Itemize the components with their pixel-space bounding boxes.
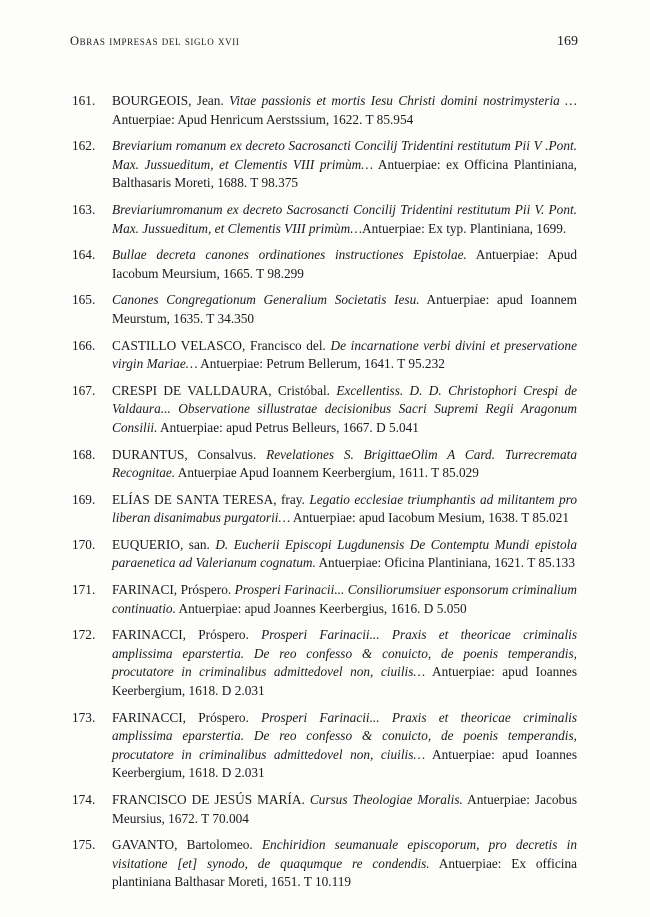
- entry-text: [112, 246, 577, 283]
- entry-imprint: Antuerpiae Apud Ioannem Keerbergium, 1611. T 85.029: [175, 465, 479, 481]
- bibliography-entry: [72, 709, 577, 783]
- bibliography-entry: [72, 246, 577, 283]
- entry-text: [112, 382, 577, 438]
- entry-author: BOURGEOIS, Jean.: [112, 93, 230, 108]
- entry-author: CASTILLO VELASCO, Francisco del.: [112, 337, 331, 353]
- entry-number: 174.: [72, 792, 96, 807]
- entry-author: FARINACCI, Próspero.: [112, 709, 262, 725]
- entry-title: Prosperi Farinacii... Praxis et theoricae criminalis amplissima eparstertia. De reo confesso & conuicto, de poenis temperandis, procutatore in criminalibus admittedovel non, ciuilis…: [112, 709, 578, 762]
- bibliography-entry: [72, 626, 577, 700]
- bibliography-entry: [72, 137, 577, 193]
- entry-imprint: Antuerpiae: apud Ioannes Keerbergium, 1618. D 2.031: [112, 664, 577, 699]
- entry-title: Bullae decreta canones ordinationes instructiones Epistolae.: [112, 247, 467, 263]
- entry-author: FARINACCI, Próspero.: [112, 627, 262, 643]
- entry-number: 164.: [72, 247, 96, 263]
- entry-title: Breviarium romanum ex decreto Sacrosancti Concilij Tridentini restitutum Pii V .Pont. Max. Jussueditum, et Clementis VIII primùm…: [112, 138, 577, 172]
- entry-title: D. Eucherii Episcopi Lugdunensis De Contemptu Mundi epistola paraenetica ad Valerianum cognatum.: [112, 536, 577, 571]
- bibliography-entry: [72, 581, 577, 618]
- entry-author: EUQUERIO, san.: [112, 536, 216, 552]
- entry-title: Vitae passionis et mortis Iesu Christi domini nostrimysteria …: [229, 93, 577, 108]
- entry-imprint: Antuerpiae: Petrum Bellerum, 1641. T 95.232: [197, 356, 445, 372]
- bibliography-entry: [72, 791, 577, 828]
- entry-number: 163.: [72, 201, 96, 217]
- bibliography-entry: [72, 92, 577, 129]
- entry-imprint: Antuerpiae: apud Petrus Belleurs, 1667. D 5.041: [157, 419, 419, 435]
- entry-imprint: Antuerpiae: Ex officina plantiniana Balthasar Moreti, 1651. T 10.119: [112, 855, 577, 890]
- entry-author: DURANTUS, Consalvus.: [112, 446, 267, 462]
- entry-number: 170.: [72, 536, 96, 552]
- entry-number: 169.: [72, 491, 96, 507]
- bibliography-entry: [72, 491, 577, 528]
- entry-title: Prosperi Farinacii... Praxis et theoricae criminalis amplissima eparstertia. De reo confesso & conuicto, de poenis temperandis, procutatore in criminalibus admittedovel non, ciuilis…: [112, 627, 578, 680]
- entry-title: Legatio ecclesiae triumphantis ad militantem pro liberan disanimabus purgatorii…: [112, 491, 577, 526]
- entry-text: [112, 709, 577, 783]
- entry-number: 175.: [72, 837, 96, 853]
- entry-imprint: Antuerpiae: apud Joannes Keerbergius, 1616. D 5.050: [175, 600, 467, 616]
- entry-number: 166.: [72, 337, 96, 353]
- bibliography-entry: [72, 446, 577, 483]
- entry-title: Canones Congregationum Generalium Societatis Iesu.: [112, 292, 420, 308]
- entry-text: [112, 291, 577, 328]
- entry-title: Enchiridion seumanuale episcoporum, pro decretis in visitatione [et] synodo, de quaqumque re condendis.: [112, 837, 577, 871]
- entry-text: [112, 491, 577, 528]
- bibliography-entry: [72, 291, 577, 328]
- entry-imprint: Antuerpiae: Apud Iacobum Meursium, 1665. T 98.299: [112, 247, 577, 281]
- bibliography-entry: [72, 337, 577, 374]
- entry-title: Breviariumromanum ex decreto Sacrosancti Concilij Tridentini restitutum Pii V. Pont. Max. Jussueditum, et Clementis VIII primùm…: [112, 201, 577, 236]
- bibliography-entry: [72, 836, 577, 892]
- entry-imprint: Antuerpiae: apud Ioannes Keerbergium, 1618. D 2.031: [112, 746, 577, 781]
- entry-number: 167.: [72, 382, 96, 398]
- entry-imprint: Antuerpiae: Ex typ. Plantiniana, 1699.: [362, 220, 567, 236]
- entry-number: 165.: [72, 292, 96, 308]
- entry-text: [112, 836, 577, 892]
- entry-number: 173.: [72, 709, 96, 725]
- entry-author: FARINACI, Próspero.: [112, 582, 235, 598]
- bibliography-entry: [72, 536, 577, 573]
- entry-imprint: Antuerpiae: apud Iacobum Mesium, 1638. T 85.021: [290, 510, 569, 526]
- entry-author: FRANCISCO DE JESÚS MARÍA.: [112, 792, 310, 807]
- entry-imprint: Antuerpiae: Jacobus Meursius, 1672. T 70.004: [112, 792, 578, 826]
- entry-author: ELÍAS DE SANTA TERESA, fray.: [112, 491, 310, 507]
- entry-title: Revelationes S. BrigittaeOlim A Card. Turrecremata Recognitae.: [112, 446, 577, 481]
- entry-text: [112, 581, 577, 618]
- entry-number: 168.: [72, 446, 96, 462]
- entry-title: Excellentiss. D. D. Christophori Crespi de Valdaura... Observatione sillustratae decisionibus Sacri Supremi Regii Aragonum Consilii.: [112, 382, 577, 435]
- page-header: [70, 34, 578, 50]
- page-number: 169: [557, 34, 578, 49]
- entry-number: 161.: [72, 93, 96, 108]
- entry-title: De incarnatione verbi divini et preservatione virgin Mariae…: [112, 337, 577, 372]
- entry-text: [112, 201, 577, 238]
- entry-number: 171.: [72, 582, 96, 598]
- entry-text: [112, 92, 577, 129]
- bibliography-entry: [72, 201, 577, 238]
- entry-imprint: Antuerpiae: ex Officina Plantiniana, Balthasaris Moreti, 1688. T 98.375: [112, 156, 577, 191]
- entry-imprint: Antuerpiae: Oficina Plantiniana, 1621. T 85.133: [315, 555, 575, 571]
- entry-number: 172.: [72, 627, 96, 643]
- entry-title: Cursus Theologiae Moralis.: [309, 792, 463, 807]
- entry-text: [112, 446, 577, 483]
- entry-author: GAVANTO, Bartolomeo.: [112, 837, 262, 853]
- entry-imprint: Antuerpiae: apud Ioannem Meurstum, 1635. T 34.350: [112, 292, 577, 326]
- running-title: Obras impresas del siglo xvii: [70, 34, 240, 48]
- bibliography-entry: [72, 382, 577, 438]
- entry-text: [112, 536, 577, 573]
- bibliography-list: [72, 92, 577, 900]
- entry-text: [112, 626, 577, 700]
- entry-text: [112, 791, 577, 828]
- entry-imprint: Antuerpiae: Apud Henricum Aerstssium, 1622. T 85.954: [112, 111, 414, 127]
- entry-author: CRESPI DE VALLDAURA, Cristóbal.: [112, 382, 337, 398]
- entry-number: 162.: [72, 138, 96, 154]
- entry-text: [112, 337, 577, 374]
- entry-text: [112, 137, 577, 193]
- entry-title: Prosperi Farinacii... Consiliorumsiuer esponsorum criminalium continuatio.: [112, 582, 577, 616]
